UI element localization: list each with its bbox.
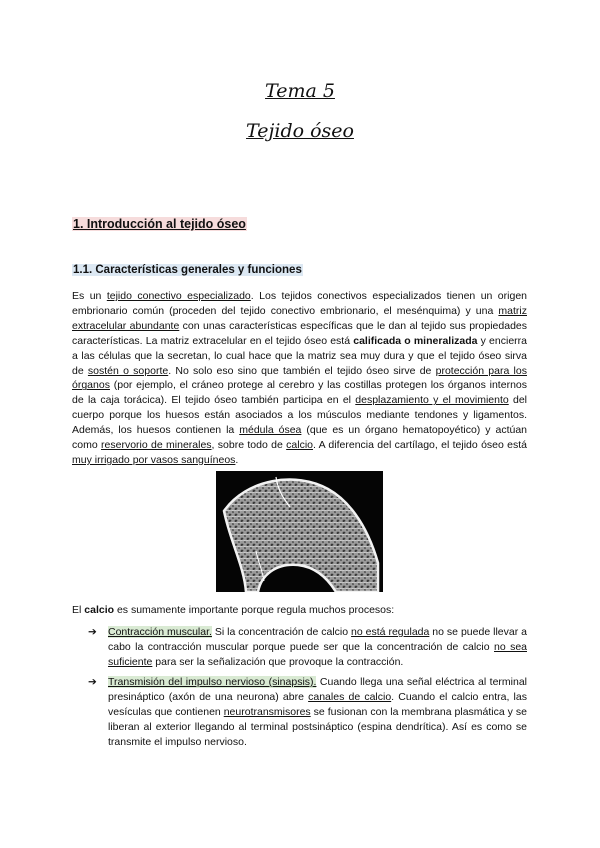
underlined-term: protección para los órganos xyxy=(72,364,527,392)
list-item xyxy=(88,675,527,750)
bullet-label: Contracción muscular. xyxy=(108,626,212,638)
underlined-term: no está regulada xyxy=(351,626,430,638)
text-run: (que es un órgano hematopoyético) y actúan como xyxy=(72,424,528,452)
arrow-bullet-icon: ➔ xyxy=(88,676,97,688)
text-run: (por ejemplo, el cráneo protege al cerebro y las costillas protegen los órganos internos de la caja torácica). El tejido óseo también participa en el xyxy=(72,379,527,407)
text-run: se fusionan con la membrana plasmática y se liberan al exterior llegando al terminal postsináptico (espina dendrítica). Así es como se transmite el impulso nervioso. xyxy=(108,705,527,748)
bullet-label: Transmisión del impulso nervioso (sinapsis). xyxy=(108,676,317,688)
text-run: . xyxy=(235,453,239,466)
highlighted-term xyxy=(108,626,212,638)
text-run: El xyxy=(72,604,85,616)
document-subject: Tejido óseo xyxy=(246,120,354,142)
text-run: Es un xyxy=(72,290,107,302)
underlined-term: desplazamiento y el movimiento xyxy=(355,394,509,407)
text-run: para ser la señalización que provoque la contracción. xyxy=(152,655,404,668)
text-run: . No solo eso sino que también el tejido óseo sirve de xyxy=(168,364,436,377)
bold-term: calificada o mineralizada xyxy=(353,334,478,347)
underlined-term: matriz extracelular abundante xyxy=(72,304,527,332)
text-run: . A diferencia del cartílago, el tejido óseo está xyxy=(313,439,528,452)
underlined-term: calcio xyxy=(286,439,314,452)
document-title: Tema 5 xyxy=(265,80,335,102)
list-item xyxy=(88,625,527,670)
intro-paragraph xyxy=(72,289,527,468)
bold-term: calcio xyxy=(84,604,115,616)
text-run: es sumamente importante porque regula muchos procesos: xyxy=(114,604,395,616)
bone-photo xyxy=(216,471,383,592)
text-run: Si la concentración de calcio xyxy=(211,626,352,638)
underlined-term: no sea suficiente xyxy=(108,640,527,668)
subsection-heading: 1.1. Características generales y funciones xyxy=(73,264,302,276)
calcio-paragraph xyxy=(72,603,527,618)
text-run: con unas características específicas que le dan al tejido sus propiedades características. La matriz extracelular en el tejido óseo está xyxy=(72,319,528,347)
text-run: Cuando llega una señal eléctrica al terminal presináptico (axón de una neurona) abre xyxy=(108,676,527,703)
highlighted-term xyxy=(108,676,316,688)
text-run: y encierra a las células que la secretan, lo cual hace que la matriz sea muy dura y que el tejido óseo sirva de xyxy=(72,334,527,377)
underlined-term: reservorio de minerales xyxy=(101,439,212,452)
section-heading: 1. Introducción al tejido óseo xyxy=(73,217,246,231)
underlined-term: canales de calcio xyxy=(308,690,392,703)
underlined-term: neurotransmisores xyxy=(223,705,311,718)
underlined-term: tejido conectivo especializado xyxy=(106,290,251,302)
text-run: . Cuando el calcio entra, las vesículas que contienen xyxy=(108,690,527,718)
text-run: no se puede llevar a cabo la contracción muscular porque puede ser que la concentración de calcio xyxy=(108,626,527,653)
text-run: , sobre todo de xyxy=(211,439,287,452)
arrow-bullet-icon: ➔ xyxy=(88,626,97,638)
text-run: del cuerpo porque los huesos están asociados a los músculos mediante tendones y ligamentos. Además, los huesos contienen la xyxy=(72,394,528,437)
bone-micrograph-image xyxy=(216,471,383,592)
text-run: . Los tejidos conectivos especializados tienen un origen embrionario común (proceden del tejido conectivo embrionario, el mesénquima) y una xyxy=(72,290,527,317)
underlined-term: sostén o soporte xyxy=(87,364,169,377)
underlined-term: médula ósea xyxy=(239,424,302,437)
underlined-term: muy irrigado por vasos sanguíneos xyxy=(72,453,236,466)
